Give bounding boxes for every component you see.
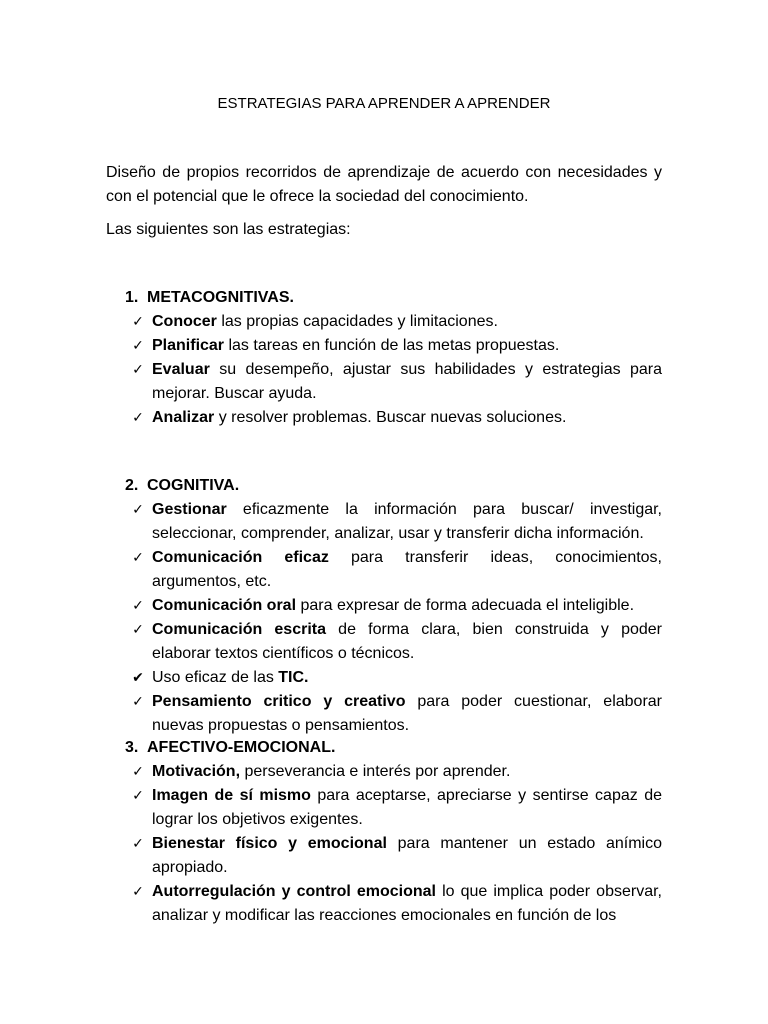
list-item: ✓ Comunicación oral para expresar de forma adecuada el inteligible. bbox=[125, 594, 662, 618]
page-title: ESTRATEGIAS PARA APRENDER A APRENDER bbox=[217, 95, 551, 112]
checkmark-icon: ✓ bbox=[132, 410, 144, 426]
section-title: AFECTIVO-EMOCIONAL. bbox=[147, 739, 336, 756]
checkmark-icon: ✔ bbox=[132, 670, 144, 686]
checklist bbox=[125, 310, 662, 430]
list-item: ✓ Comunicación escrita de forma clara, bien construida y poder elaborar textos científicos o técnicos. bbox=[125, 618, 662, 666]
section-afectivo-emocional bbox=[125, 736, 662, 928]
checkmark-icon: ✓ bbox=[132, 550, 144, 566]
checkmark-icon: ✓ bbox=[132, 502, 144, 518]
list-item: ✓ Comunicación eficaz para transferir ideas, conocimientos, argumentos, etc. bbox=[125, 546, 662, 594]
checkmark-icon: ✓ bbox=[132, 338, 144, 354]
checkmark-icon: ✓ bbox=[132, 598, 144, 614]
checkmark-icon: ✓ bbox=[132, 764, 144, 780]
section-title: METACOGNITIVAS. bbox=[147, 289, 294, 306]
section-heading bbox=[125, 736, 662, 760]
section-cognitiva bbox=[125, 474, 662, 738]
lead-paragraph: Las siguientes son las estrategias: bbox=[106, 221, 351, 238]
checklist bbox=[125, 760, 662, 928]
list-item: ✓ Analizar y resolver problemas. Buscar nuevas soluciones. bbox=[125, 406, 662, 430]
list-item: ✓ Imagen de sí mismo para aceptarse, apreciarse y sentirse capaz de lograr los objetivos exigentes. bbox=[125, 784, 662, 832]
list-item: ✓ Gestionar eficazmente la información para buscar/ investigar, seleccionar, comprender, analizar, usar y transferir dicha información. bbox=[125, 498, 662, 546]
list-item: ✔ Uso eficaz de las TIC. bbox=[125, 666, 662, 690]
list-item: ✓ Pensamiento critico y creativo para poder cuestionar, elaborar nuevas propuestas o pensamientos. bbox=[125, 690, 662, 738]
checkmark-icon: ✓ bbox=[132, 884, 144, 900]
checkmark-icon: ✓ bbox=[132, 694, 144, 710]
checkmark-icon: ✓ bbox=[132, 622, 144, 638]
list-item: ✓ Conocer las propias capacidades y limitaciones. bbox=[125, 310, 662, 334]
intro-paragraph: Diseño de propios recorridos de aprendizaje de acuerdo con necesidades y con el potencial que le ofrece la sociedad del conocimiento. bbox=[106, 164, 662, 205]
section-heading bbox=[125, 474, 662, 498]
section-number: 1. bbox=[125, 289, 139, 306]
list-item: ✓ Motivación, perseverancia e interés por aprender. bbox=[125, 760, 662, 784]
checkmark-icon: ✓ bbox=[132, 362, 144, 378]
section-number: 2. bbox=[125, 477, 139, 494]
list-item: ✓ Autorregulación y control emocional lo que implica poder observar, analizar y modificar las reacciones emocionales en función de los bbox=[125, 880, 662, 928]
list-item: ✓ Bienestar físico y emocional para mantener un estado anímico apropiado. bbox=[125, 832, 662, 880]
section-heading bbox=[125, 286, 662, 310]
checklist bbox=[125, 498, 662, 738]
checkmark-icon: ✓ bbox=[132, 314, 144, 330]
section-title: COGNITIVA. bbox=[147, 477, 240, 494]
checkmark-icon: ✓ bbox=[132, 836, 144, 852]
section-metacognitivas bbox=[125, 286, 662, 430]
section-number: 3. bbox=[125, 739, 139, 756]
checkmark-icon: ✓ bbox=[132, 788, 144, 804]
list-item: ✓ Planificar las tareas en función de las metas propuestas. bbox=[125, 334, 662, 358]
list-item: ✓ Evaluar su desempeño, ajustar sus habilidades y estrategias para mejorar. Buscar ayuda. bbox=[125, 358, 662, 406]
